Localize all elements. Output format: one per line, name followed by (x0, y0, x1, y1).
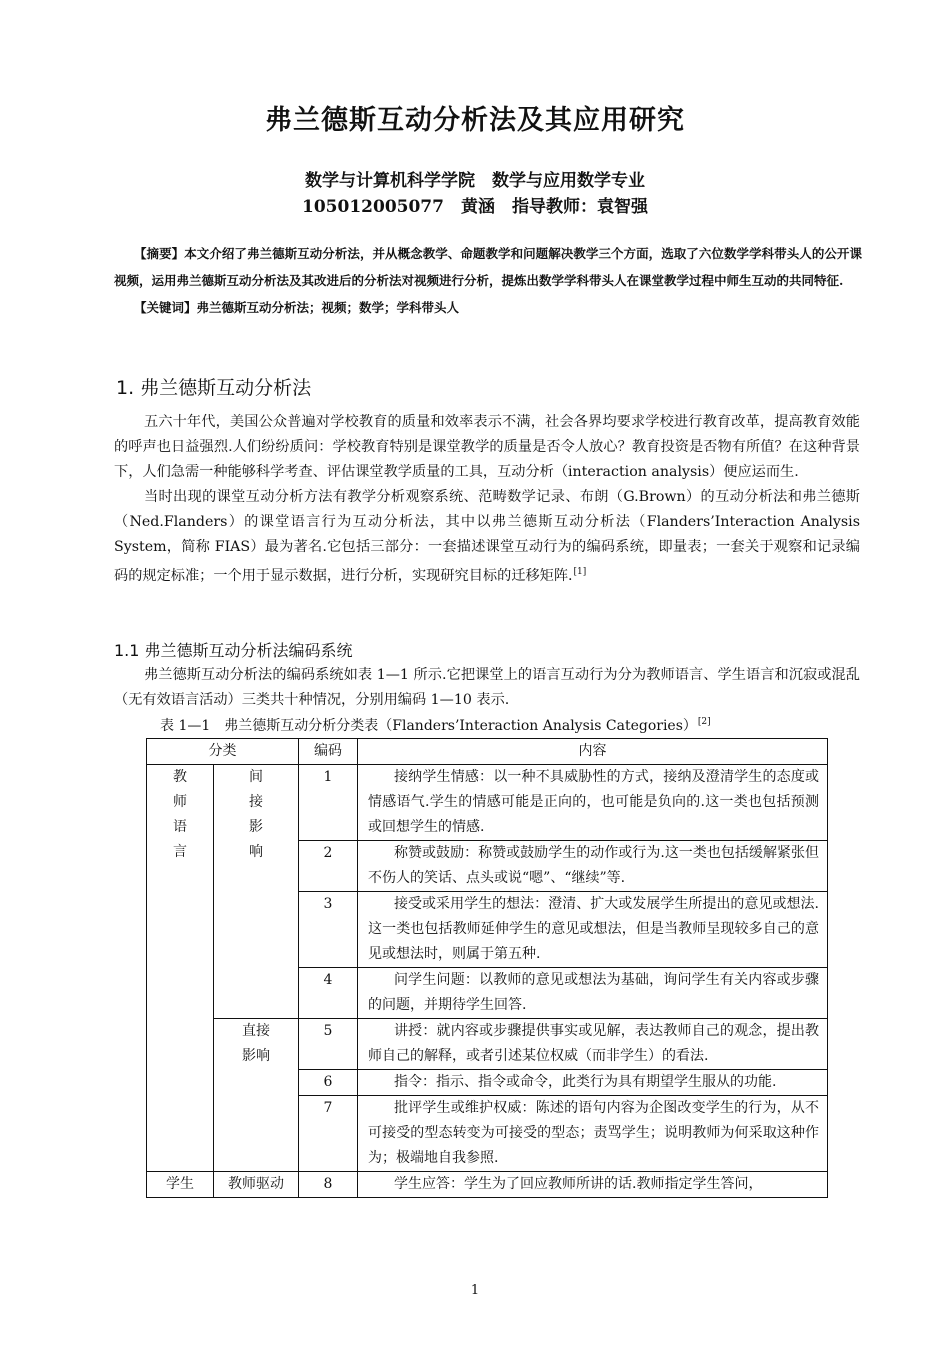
group-teacher-language-text: 教 师 语 言 (173, 769, 187, 860)
affiliation-line-1: 数学与计算机科学学院 数学与应用数学专业 (305, 171, 645, 191)
content-text: 接纳学生情感：以一种不具威胁性的方式，接纳及澄清学生的态度或情感语气.学生的情感可能是正向的，也可能是负向的.这一类也包括预测或回想学生的情感. (368, 769, 819, 835)
table-row (147, 1019, 828, 1070)
code-cell: 7 (299, 1096, 358, 1172)
page-number: 1 (470, 1283, 480, 1298)
content-cell (358, 892, 828, 968)
section-1-paragraph-2 (114, 485, 860, 589)
content-text: 批评学生或维护权威：陈述的语句内容为企图改变学生的行为，从不可接受的型态转变为可接受的型态；责骂学生；说明教师为何采取这种作为；极端地自我参照. (368, 1100, 819, 1166)
group-student: 学生 (147, 1172, 214, 1198)
table-row (147, 765, 828, 841)
group-teacher-language (147, 765, 214, 1172)
table-caption-text: 表 1—1 弗兰德斯互动分析分类表（Flanders’Interaction Analysis Categories） (160, 718, 697, 734)
content-text: 讲授：就内容或步骤提供事实或见解，表达教师自己的观念，提出教师自己的解释，或者引述某位权威（而非学生）的看法. (368, 1023, 819, 1064)
content-cell (358, 1019, 828, 1070)
group-indirect-influence-text: 间 接 影 响 (249, 769, 263, 860)
code-cell: 2 (299, 841, 358, 892)
content-text: 称赞或鼓励：称赞或鼓励学生的动作或行为.这一类也包括缓解紧张但不伤人的笑话、点头或说“嗯”、“继续”等. (368, 845, 819, 886)
section-1-body (114, 410, 860, 589)
content-text: 接受或采用学生的想法：澄清、扩大或发展学生所提出的意见或想法.这一类也包括教师延伸学生的意见或想法，但是当教师呈现较多自己的意见或想法时，则属于第五种. (368, 896, 819, 962)
section-1-1-paragraph: 弗兰德斯互动分析法的编码系统如表 1—1 所示.它把课堂上的语言互动行为分为教师语言、学生语言和沉寂或混乱（无有效语言活动）三类共十种情况，分别用编码 1—10 表示. (114, 667, 860, 708)
section-1-paragraph-2-text: 当时出现的课堂互动分析方法有教学分析观察系统、范畴数学记录、布朗（G.Brown）的互动分析法和弗兰德斯（Ned.Flanders）的课堂语言行为互动分析法，其中以弗兰德斯互动分析法（Flanders’Interaction Analysis System，简称 FIAS）最为著名.它包括三部分：一套描述课堂互动行为的编码系统，即量表；一套关于观察和记录编码的规定标准；一个用于显示数据，进行分析，实现研究目标的迁移矩阵. (114, 489, 860, 584)
header-code: 编码 (299, 739, 358, 765)
fias-category-table (146, 738, 828, 1198)
abstract-text: 【摘要】本文介绍了弗兰德斯互动分析法，并从概念教学、命题教学和问题解决教学三个方面，选取了六位数学学科带头人的公开课视频，运用弗兰德斯互动分析法及其改进后的分析法对视频进行分析，提炼出数学学科带头人在课堂教学过程中师生互动的共同特征. (114, 246, 862, 288)
content-text: 学生应答：学生为了回应教师所讲的话.教师指定学生答问， (394, 1176, 763, 1192)
table-row (147, 1172, 828, 1198)
group-direct-line-2: 影响 (242, 1048, 270, 1064)
content-cell (358, 841, 828, 892)
group-direct-influence (214, 1019, 299, 1172)
keywords-text: 【关键词】弗兰德斯互动分析法；视频；数学；学科带头人 (134, 300, 460, 315)
section-1-1-heading: 1.1 弗兰德斯互动分析法编码系统 (114, 641, 353, 660)
content-text: 指令：指示、指令或命令，此类行为具有期望学生服从的功能. (394, 1074, 777, 1090)
section-1-heading: 1. 弗兰德斯互动分析法 (116, 377, 312, 399)
header-content: 内容 (358, 739, 828, 765)
content-cell (358, 968, 828, 1019)
affiliation-line-2: 105012005077 黄涵 指导教师：袁智强 (302, 197, 648, 217)
group-direct-line-1: 直接 (242, 1023, 270, 1039)
content-cell (358, 1172, 828, 1198)
group-teacher-driven: 教师驱动 (214, 1172, 299, 1198)
abstract-block (114, 240, 862, 321)
content-cell (358, 1096, 828, 1172)
group-indirect-influence (214, 765, 299, 1019)
table-header-row (147, 739, 828, 765)
citation-2: [2] (697, 717, 711, 727)
code-cell: 5 (299, 1019, 358, 1070)
code-cell: 8 (299, 1172, 358, 1198)
code-cell: 4 (299, 968, 358, 1019)
section-1-paragraph-1: 五六十年代，美国公众普遍对学校教育的质量和效率表示不满，社会各界均要求学校进行教育改革，提高教育效能的呼声也日益强烈.人们纷纷质问：学校教育特别是课堂教学的质量是否令人放心？教育投资是否物有所值？在这种背景下，人们急需一种能够科学考查、评估课堂教学质量的工具，互动分析（interaction analysis）便应运而生. (114, 414, 860, 480)
header-category: 分类 (147, 739, 299, 765)
citation-1: [1] (573, 567, 587, 577)
code-cell: 6 (299, 1070, 358, 1096)
code-cell: 3 (299, 892, 358, 968)
content-cell (358, 765, 828, 841)
content-cell (358, 1070, 828, 1096)
content-text: 问学生问题：以教师的意见或想法为基础，询问学生有关内容或步骤的问题，并期待学生回答. (368, 972, 819, 1013)
paper-title: 弗兰德斯互动分析法及其应用研究 (265, 105, 685, 136)
code-cell: 1 (299, 765, 358, 841)
section-1-1-body (114, 663, 860, 713)
table-caption (160, 715, 711, 735)
